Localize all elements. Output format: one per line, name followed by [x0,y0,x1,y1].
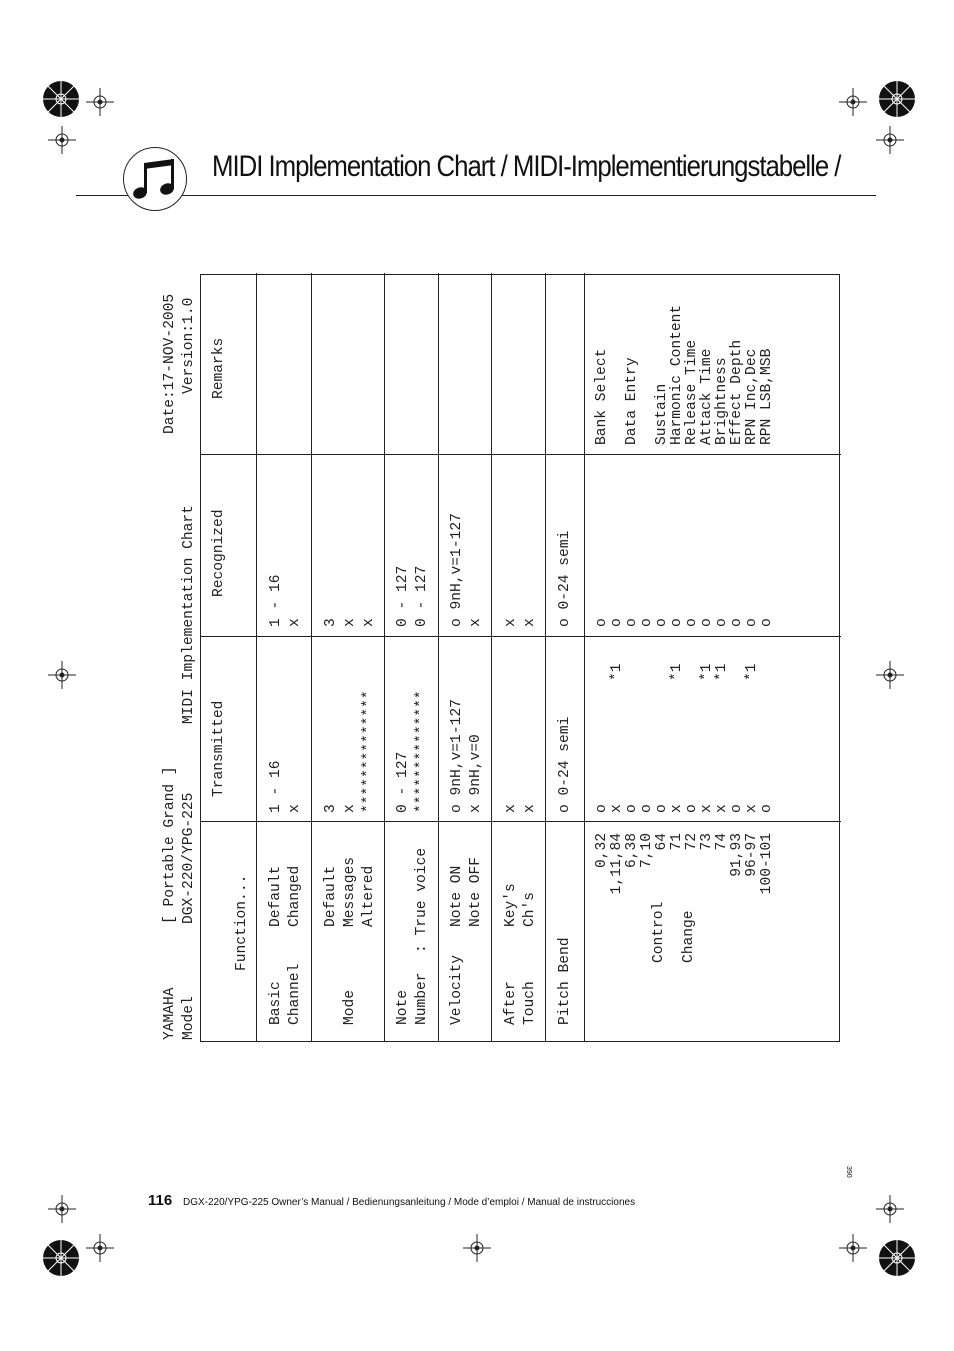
column-header-remarks: Remarks [211,337,227,399]
chart-version: Version:1.0 [181,297,197,394]
crosshair-mark-middle-left [48,661,76,689]
chart-title: MIDI Implementation Chart [181,505,197,724]
rx-mode: 3 x x [323,618,377,627]
row-label-note-number: Note Number [395,972,430,1025]
crosshair-mark-bottom-center [463,1234,491,1262]
tx-note-number: 0 - 127 ************** [395,690,430,813]
crosshair-mark-bottom-right-outer [876,1195,904,1223]
control-change-numbers: 0,32 1,11,84 6,38 7,10 64 71 72 73 74 91,93 96-97 100-101 [594,833,775,895]
row-label-control-change: Control Change [651,901,697,963]
chart-product-line: [ Portable Grand ] [162,766,178,924]
row-sub-mode: Default Messages Altered [323,856,377,927]
crosshair-mark-top-right-outer [876,126,904,154]
row-divider [584,273,585,1041]
row-label-basic-channel: Basic Channel [268,963,303,1025]
tx-control-change-notes: *1 *1 *1 *1 *1 [609,663,760,681]
crosshair-mark-top-left-inner [86,88,114,116]
row-label-velocity: Velocity [449,954,465,1025]
row-label-mode: Mode [342,989,358,1025]
tx-mode: 3 x ************** [323,690,377,813]
crosshair-mark-bottom-left-outer [48,1195,76,1223]
row-sub-after-touch: Key's Ch's [503,883,538,927]
footer-text: DGX-220/YPG-225 Owner’s Manual / Bedienungsanleitung / Mode d’emploi / Manual de instrucciones [182,1197,636,1208]
chart-date: Date:17-NOV-2005 [162,293,178,434]
header-rule [76,195,876,196]
rx-after-touch: x x [503,618,538,627]
chart-table [200,274,840,1042]
tx-basic-channel: 1 - 16 x [268,760,303,813]
remarks-control-change: Bank Select Data Entry Sustain Harmonic Content Release Time Attack Time Brightness Effect Depth RPN Inc,Dec RPN LSB,MSB [594,304,775,445]
registration-mark-bottom-left [38,1235,84,1281]
row-divider [384,273,385,1041]
rx-control-change: o o o o o o o o o o o o [594,618,775,627]
page-footer [148,1192,635,1209]
crosshair-mark-top-left-outer [48,126,76,154]
column-header-function: Function... [234,874,250,971]
music-note-icon [123,147,187,211]
registration-mark-top-right [874,76,920,122]
crosshair-mark-middle-right [876,661,904,689]
column-divider [201,454,841,455]
chart-model: DGX-220/YPG-225 [181,792,197,924]
tx-control-change: o x o o o x o x x o x o [594,804,775,813]
crosshair-mark-bottom-right-inner [839,1234,867,1262]
chart-model-label: Model [181,996,197,1040]
tx-pitch-bend: o 0-24 semi [557,716,573,813]
rx-pitch-bend: o 0-24 semi [557,530,573,627]
row-divider [545,273,546,1041]
rx-note-number: 0 - 127 0 - 127 [395,565,430,627]
rx-velocity: o 9nH,v=1-127 x [449,513,484,627]
tx-velocity: o 9nH,v=1-127 x 9nH,v=0 [449,699,484,813]
row-sub-note-number: : True voice [414,847,430,953]
row-divider [256,273,257,1041]
row-label-pitch-bend: Pitch Bend [557,937,573,1025]
side-code: 390 [845,1166,852,1178]
midi-implementation-chart [160,272,840,1042]
crosshair-mark-top-right-inner [839,88,867,116]
crosshair-mark-bottom-left-inner [86,1234,114,1262]
column-header-transmitted: Transmitted [211,700,227,797]
row-divider [491,273,492,1041]
row-divider [438,273,439,1041]
tx-after-touch: x x [503,804,538,813]
chart-maker: YAMAHA [162,987,178,1040]
row-divider [311,273,312,1041]
column-divider [201,821,841,822]
row-label-after-touch: After Touch [503,981,538,1025]
page-title: MIDI Implementation Chart / MIDI-Implementierungstabelle / [212,150,841,183]
row-sub-basic-channel: Default Changed [268,865,303,927]
column-divider [201,636,841,637]
registration-mark-top-left [38,76,84,122]
column-header-recognized: Recognized [211,509,227,597]
row-sub-velocity: Note ON Note OFF [449,856,484,927]
rx-basic-channel: 1 - 16 x [268,574,303,627]
registration-mark-bottom-right [874,1235,920,1281]
page-number: 116 [148,1192,173,1209]
